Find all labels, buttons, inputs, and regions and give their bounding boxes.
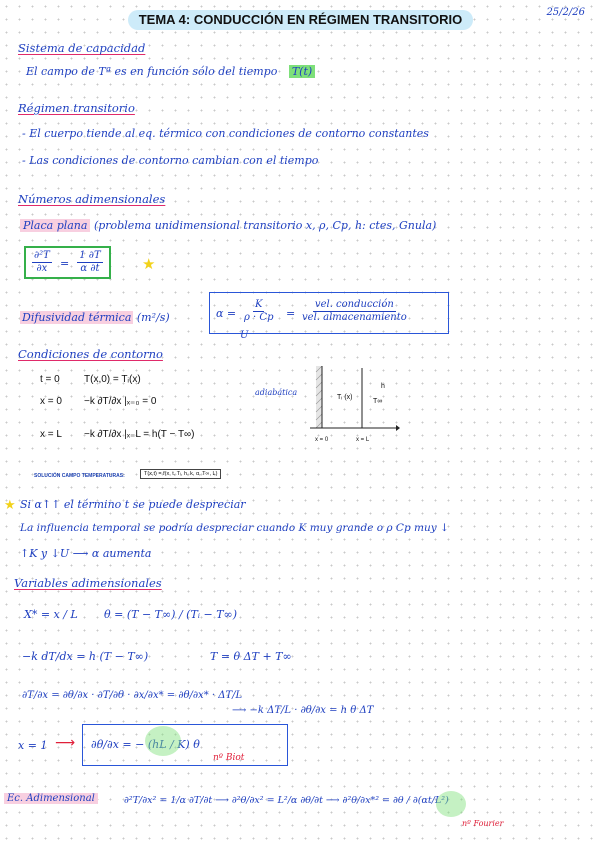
page-title: TEMA 4: CONDUCCIÓN EN RÉGIMEN TRANSITORIO [128, 10, 473, 30]
difusividad-units: (m²/s) [136, 311, 170, 324]
regimen-line-2: - Las condiciones de contorno cambian con el tiempo [22, 154, 319, 167]
tinf-label: T∞ [373, 398, 383, 405]
x-axis-arrow-icon [396, 425, 400, 431]
alpha-note-2: La influencia temporal se podría despreciar cuando K muy grande o ρ Cp muy ↓ [20, 522, 449, 534]
x-equals-one: x = 1 [18, 739, 48, 752]
solution-label: SOLUCIÓN CAMPO TEMPERATURAS: [34, 473, 125, 479]
heading-variables-adimensionales: Variables adimensionales [14, 576, 162, 590]
right-arrow-icon: ⟶ [55, 735, 76, 751]
difusividad-label: Difusividad térmica [22, 311, 132, 324]
alpha-fraction: $\frac{K}{\rho \cdot Cp}$ [244, 299, 274, 323]
bc-row-0: t = 0 T(x,0) = Tᵢ(x) [40, 374, 141, 385]
theta-definition: θ = (T − T∞) / (Tᵢ − T∞) [104, 608, 238, 621]
adiabatic-label: adiabática [255, 388, 298, 397]
alpha-brace-label: U [240, 330, 249, 341]
difusividad-box: α = $\frac{K}{\rho \cdot Cp}$ = vel. conducción vel. almacenamiento [209, 292, 449, 334]
temperature-relation: T = θ ΔT + T∞ [210, 650, 292, 663]
heat-eq-lhs: $\frac{\text{∂²T}}{\partial x}$ [34, 250, 50, 274]
xl-label: x = L [356, 437, 370, 443]
fourier-label: nº Fourier [462, 819, 504, 828]
heading-condiciones-contorno: Condiciones de contorno [18, 347, 163, 361]
sistema-capacidad-text [26, 65, 315, 78]
chain-rule-result: ⟶ −k ΔT/L · ∂θ/∂x = h θ ΔT [232, 705, 374, 716]
star-icon: ★ [142, 255, 156, 273]
placa-plana-label: Placa plana [20, 219, 90, 232]
fourier-highlight [436, 791, 466, 817]
heading-numeros-adimensionales: Números adimensionales [18, 192, 166, 206]
heat-equation-box [24, 246, 111, 279]
biot-highlight [145, 726, 181, 756]
alpha-symbol: α = [216, 307, 237, 320]
heading-regimen-transitorio: Régimen transitorio [18, 101, 135, 115]
x0-label: x = 0 [315, 437, 329, 443]
placa-plana-line [20, 219, 436, 232]
heat-eq-equals: = [59, 257, 70, 270]
heading-sistema-capacidad: Sistema de capacidad [18, 41, 146, 55]
bc-row-1: x = 0 −k ∂T/∂x |ₓ₌₀ = 0 [40, 396, 157, 407]
t-of-t-highlight: T(t) [289, 65, 315, 78]
difusividad-line [20, 311, 170, 324]
h-label: h [381, 383, 385, 390]
convection-bc: −k dT/dx = h (T − T∞) [22, 650, 149, 663]
dimensionless-equation: ∂²T/∂x² = 1/α ∂T/∂t ⟶ ∂²θ/∂x² = L²/α ∂θ/∂t ⟶ ∂²θ/∂x*² = ∂θ / ∂(αt/L²) [124, 795, 449, 806]
biot-equation: ∂θ/∂x = − (hL / K) θ [91, 738, 200, 751]
page-date: 25/2/26 [546, 7, 585, 18]
chain-rule: ∂T/∂x = ∂θ/∂x · ∂T/∂θ · ∂x/∂x* = ∂θ/∂x* · ΔT/L [22, 690, 243, 701]
bc-row-2: x = L −k ∂T/∂x |ₓ₌L = h(T − T∞) [40, 429, 195, 440]
ec-adimensional-label: Ec. Adimensional [4, 793, 98, 804]
alpha-note-3: ↑K y ↓U ⟶ α aumenta [20, 547, 152, 560]
slab-diagram [300, 366, 400, 438]
heat-eq-rhs: $\frac{1 \partial T}{\alpha \partial t}$ [79, 250, 101, 274]
biot-label: nº Biot [213, 753, 245, 763]
sistema-capacidad-description: El campo de Tª es en función sólo del tiempo [26, 65, 278, 78]
xstar-definition: X* = x / L [24, 608, 78, 621]
ti-label: Tᵢ (x) [337, 394, 353, 401]
alpha-note-1: Si α↑↑ el término t se puede despreciar [20, 498, 246, 511]
regimen-line-1: - El cuerpo tiende al eq. térmico con condiciones de contorno constantes [22, 127, 429, 140]
placa-plana-description: (problema unidimensional transitorio x, ρ, Cp, h: ctes, Gnula) [93, 219, 437, 232]
solution-box: T(x,t) = f(x, t, Tᵢ, h, k, α, T∞, L) [140, 469, 221, 479]
velocity-ratio: vel. conducción vel. almacenamiento [302, 299, 407, 323]
biot-equation-box [82, 724, 288, 766]
star-icon-2: ★ [4, 498, 16, 513]
